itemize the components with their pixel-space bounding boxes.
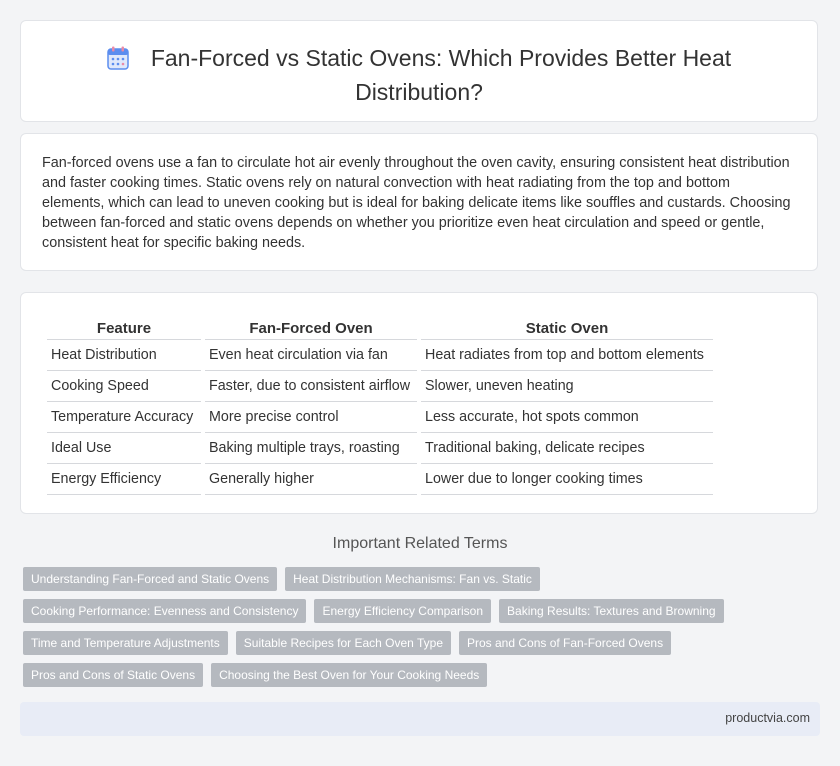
table-row (47, 339, 713, 370)
table-cell: Slower, uneven heating (421, 370, 713, 401)
table-row (47, 370, 713, 401)
table-cell: Temperature Accuracy (47, 401, 201, 432)
table-cell: Less accurate, hot spots common (421, 401, 713, 432)
table-row (47, 401, 713, 432)
header-static: Static Oven (525, 319, 609, 337)
tag-row (23, 599, 823, 623)
table-cell: Baking multiple trays, roasting (205, 432, 417, 463)
related-term-tag[interactable]: Heat Distribution Mechanisms: Fan vs. Static (285, 567, 540, 591)
header-feature: Feature (96, 319, 152, 337)
title-line-1: Fan-Forced vs Static Ovens: Which Provides Better Heat (150, 45, 732, 71)
table-cell: Heat radiates from top and bottom elements (421, 339, 713, 370)
comparison-table (43, 313, 717, 495)
related-term-tag[interactable]: Baking Results: Textures and Browning (499, 599, 724, 623)
tag-row (23, 631, 823, 655)
related-term-tag[interactable]: Pros and Cons of Fan-Forced Ovens (459, 631, 671, 655)
table-cell: Generally higher (205, 463, 417, 495)
table-row (47, 463, 713, 495)
page-title (21, 43, 817, 107)
title-card (20, 20, 818, 122)
comparison-card (20, 292, 818, 514)
footer-site-link[interactable]: productvia.com (725, 711, 810, 725)
related-term-tag[interactable]: Time and Temperature Adjustments (23, 631, 228, 655)
related-term-tag[interactable]: Choosing the Best Oven for Your Cooking Needs (211, 663, 487, 687)
related-term-tag[interactable]: Pros and Cons of Static Ovens (23, 663, 203, 687)
table-row (47, 432, 713, 463)
title-line-2: Distribution? (355, 79, 483, 105)
calendar-icon (107, 46, 129, 77)
tag-row (23, 567, 823, 591)
intro-paragraph: Fan-forced ovens use a fan to circulate hot air evenly throughout the oven cavity, ensuring consistent heat distribution and faster cooking times. Static ovens rely on natural convection with heat radiating from the top and bottom elements, which can lead to uneven cooking but is ideal for baking delicate items like souffles and custards. Choosing between fan-forced and static ovens depends on whether you prioritize even heat circulation and speed or gentle, consistent heat for specific baking needs. (42, 155, 791, 251)
table-cell: Heat Distribution (47, 339, 201, 370)
table-cell: Traditional baking, delicate recipes (421, 432, 713, 463)
table-header-row (47, 313, 713, 339)
table-cell: More precise control (205, 401, 417, 432)
table-cell: Lower due to longer cooking times (421, 463, 713, 495)
footer-bar (20, 702, 820, 736)
table-cell: Faster, due to consistent airflow (205, 370, 417, 401)
tag-row (23, 663, 823, 687)
table-cell: Even heat circulation via fan (205, 339, 417, 370)
related-term-tag[interactable]: Cooking Performance: Evenness and Consistency (23, 599, 306, 623)
intro-card (20, 133, 818, 271)
related-terms-list (23, 567, 823, 695)
header-fan-forced: Fan-Forced Oven (249, 319, 373, 337)
related-term-tag[interactable]: Energy Efficiency Comparison (314, 599, 491, 623)
table-cell: Ideal Use (47, 432, 201, 463)
table-cell: Energy Efficiency (47, 463, 201, 495)
table-cell: Cooking Speed (47, 370, 201, 401)
related-term-tag[interactable]: Suitable Recipes for Each Oven Type (236, 631, 451, 655)
related-terms-heading: Important Related Terms (332, 535, 508, 552)
related-term-tag[interactable]: Understanding Fan-Forced and Static Ovens (23, 567, 277, 591)
